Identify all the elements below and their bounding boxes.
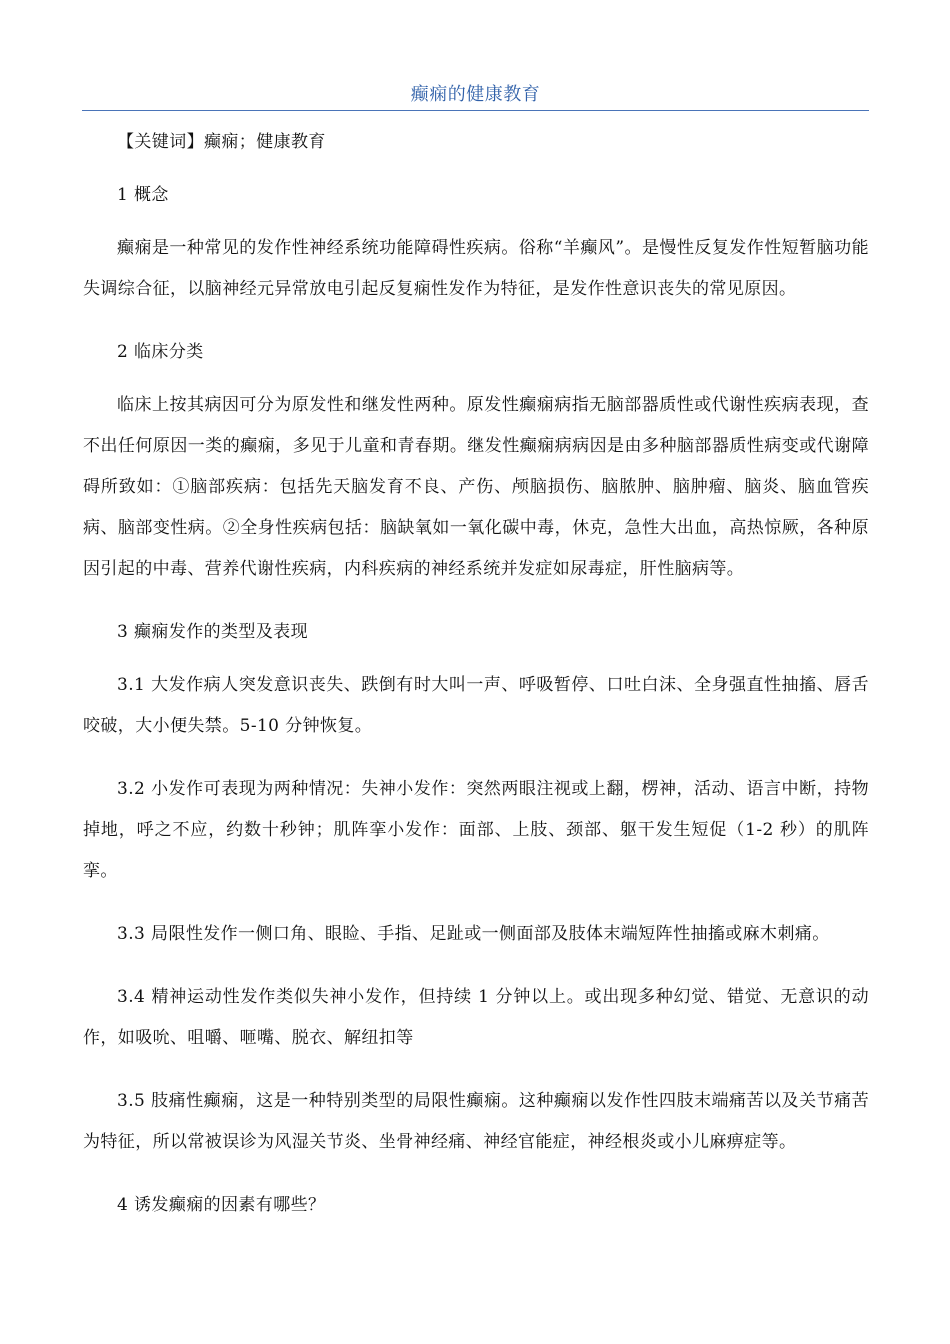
page-header [82,82,869,111]
classification-paragraph: 临床上按其病因可分为原发性和继发性两种。原发性癫痫病指无脑部器质性或代谢性疾病表现，查不出任何原因一类的癫痫，多见于儿童和青春期。继发性癫痫病病因是由多种脑部器质性病变或代谢障碍所致如：①脑部疾病：包括先天脑发育不良、产伤、颅脑损伤、脑脓肿、脑肿瘤、脑炎、脑血管疾病、脑部变性病。②全身性疾病包括：脑缺氧如一氧化碳中毒，休克，急性大出血，高热惊厥，各种原因引起的中毒、营养代谢性疾病，内科疾病的神经系统并发症如尿毒症，肝性脑病等。 [83,395,869,579]
seizure-type-psychomotor: 3.4 精神运动性发作类似失神小发作，但持续 1 分钟以上。或出现多种幻觉、错觉、无意识的动作，如吸吮、咀嚼、咂嘴、脱衣、解纽扣等 [83,987,869,1048]
seizure-type-major: 3.1 大发作病人突发意识丧失、跌倒有时大叫一声、呼吸暂停、口吐白沫、全身强直性抽搐、唇舌咬破，大小便失禁。5-10 分钟恢复。 [83,675,869,736]
concept-paragraph: 癫痫是一种常见的发作性神经系统功能障碍性疾病。俗称“羊癫风”。是慢性反复发作性短暂脑功能失调综合征，以脑神经元异常放电引起反复痫性发作为特征，是发作性意识丧失的常见原因。 [83,238,869,299]
section-heading-concept: 1 概念 [117,185,169,205]
page-title: 癫痫的健康教育 [410,84,541,105]
seizure-type-focal: 3.3 局限性发作一侧口角、眼睑、手指、足趾或一侧面部及肢体末端短阵性抽搐或麻木刺痛。 [117,924,830,944]
section-heading-triggers: 4 诱发癫痫的因素有哪些？ [117,1195,326,1215]
seizure-type-limb-pain: 3.5 肢痛性癫痫，这是一种特别类型的局限性癫痫。这种癫痫以发作性四肢末端痛苦以及关节痛苦为特征，所以常被误诊为风湿关节炎、坐骨神经痛、神经官能症，神经根炎或小儿麻痹症等。 [83,1091,869,1152]
keywords-line: 【关键词】癫痫；健康教育 [117,132,326,152]
section-heading-seizure-types: 3 癫痫发作的类型及表现 [117,622,309,642]
seizure-type-minor: 3.2 小发作可表现为两种情况：失神小发作：突然两眼注视或上翻，楞神，活动、语言中断，持物掉地，呼之不应，约数十秒钟；肌阵挛小发作：面部、上肢、颈部、躯干发生短促（1-2 秒）的肌阵挛。 [83,779,869,881]
document-body [83,122,869,1238]
section-heading-classification: 2 临床分类 [117,342,204,362]
